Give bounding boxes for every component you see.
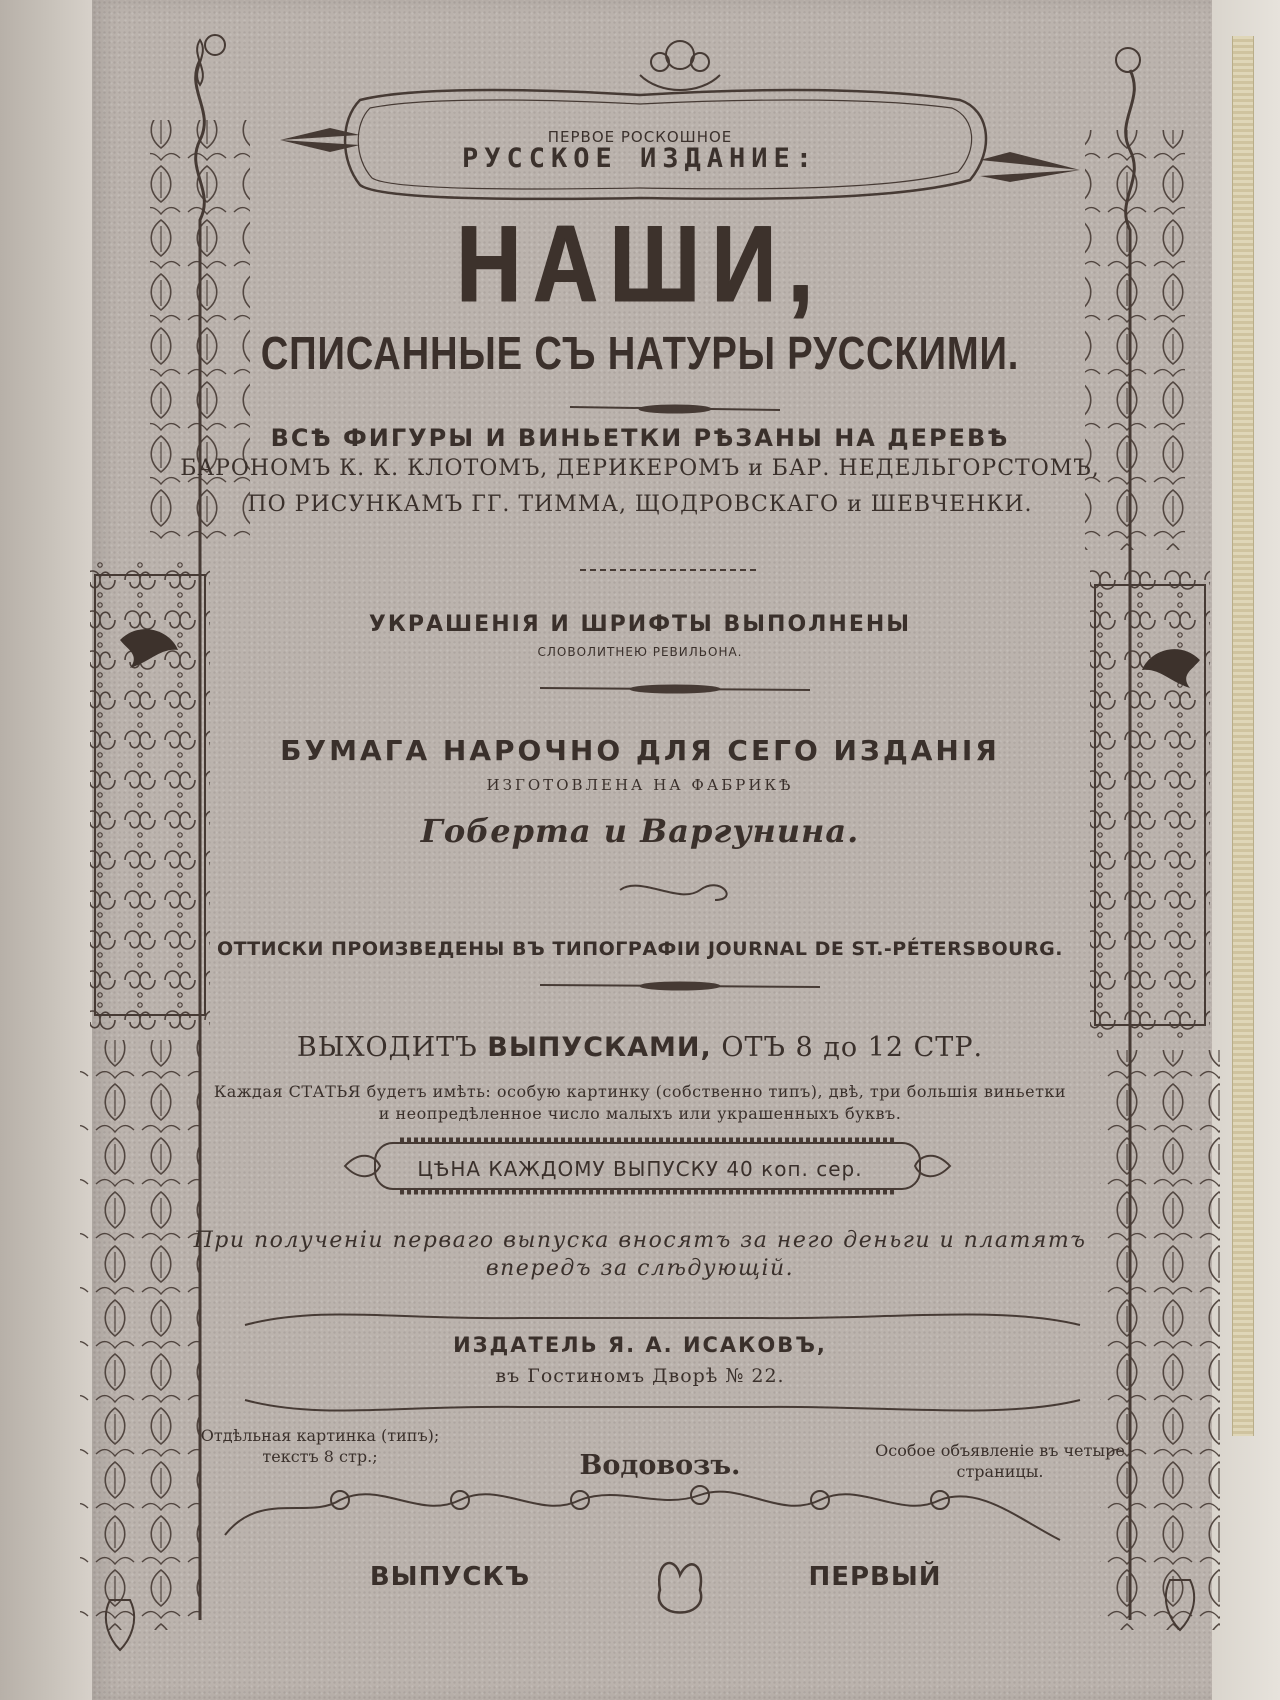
paper-heading: БУМАГА НАРОЧНО ДЛЯ СЕГО ИЗДАНІЯ xyxy=(280,734,1000,767)
ornaments-sub: СЛОВОЛИТНЕЮ РЕВИЛЬОНА. xyxy=(537,645,743,659)
engraving-line-2: БАРОНОМЪ К. К. КЛОТОМЪ, ДЕРИКЕРОМЪ и БАР. НЕДЕЛЬГОРСТОМЪ, xyxy=(180,456,1100,481)
subtitle: СПИСАННЫЕ СЪ НАТУРЫ РУССКИМИ. xyxy=(260,327,1020,379)
right-note xyxy=(850,1440,1150,1482)
price-text: ЦѢНА КАЖДОМУ ВЫПУСКУ 40 коп. сер. xyxy=(417,1157,863,1181)
printing-line: ОТТИСКИ ПРОИЗВЕДЕНЫ ВЪ ТИПОГРАФІИ JOURNAL DE ST.-PÉTERSBOURG. xyxy=(217,938,1063,960)
issues-line xyxy=(0,1032,1280,1063)
publisher-address: въ Гостиномъ Дворѣ № 22. xyxy=(495,1365,785,1387)
left-note xyxy=(160,1425,480,1467)
issues-prefix: ВЫХОДИТЪ xyxy=(296,1032,478,1063)
featured-type: Водовозъ. xyxy=(579,1450,741,1481)
engraving-line-3: ПО РИСУНКАМЪ ГГ. ТИММА, ЩОДРОВСКАГО и ШЕВЧЕНКИ. xyxy=(247,492,1033,517)
ornaments-heading: УКРАШЕНІЯ И ШРИФТЫ ВЫПОЛНЕНЫ xyxy=(368,612,912,637)
right-note-line-2: страницы. xyxy=(956,1462,1044,1481)
issues-suffix: ОТЪ 8 до 12 СТР. xyxy=(721,1032,984,1063)
pre-title: ПЕРВОЕ РОСКОШНОЕ xyxy=(547,128,733,146)
article-line-1: Каждая СТАТЬЯ будетъ имѣть: особую картинку (собственно типъ), двѣ, три большія виньетки xyxy=(213,1082,1067,1101)
left-note-line-2: текстъ 8 стр.; xyxy=(262,1447,378,1466)
article-line-2: и неопредѣленное число малыхъ или украшенныхъ буквъ. xyxy=(378,1104,902,1123)
publisher-name: ИЗДАТЕЛЬ Я. А. ИСАКОВЪ, xyxy=(453,1333,827,1357)
terms-line-2: впередъ за слѣдующій. xyxy=(485,1256,795,1281)
issue-label: ВЫПУСКЪ xyxy=(369,1562,531,1592)
main-title: НАШИ, xyxy=(455,204,825,326)
right-note-line-1: Особое объявленіе въ четыре xyxy=(875,1441,1125,1460)
issue-number: ПЕРВЫЙ xyxy=(808,1562,942,1592)
engraving-heading: ВСѢ ФИГУРЫ И ВИНЬЕТКИ РѢЗАНЫ НА ДЕРЕВѢ xyxy=(270,424,1010,452)
paper-sub: ИЗГОТОВЛЕНА НА ФАБРИКѢ xyxy=(486,776,794,794)
top-cartouche xyxy=(280,41,1080,199)
terms-line-1: При полученіи перваго выпуска вносятъ за него деньги и платятъ xyxy=(193,1228,1087,1253)
left-note-line-1: Отдѣльная картинка (типъ); xyxy=(200,1426,440,1445)
paper-makers: Гоберта и Варгунина. xyxy=(420,812,860,850)
edition-title: РУССКОЕ ИЗДАНИЕ: xyxy=(461,143,819,174)
issues-bold: ВЫПУСКАМИ, xyxy=(487,1032,712,1063)
